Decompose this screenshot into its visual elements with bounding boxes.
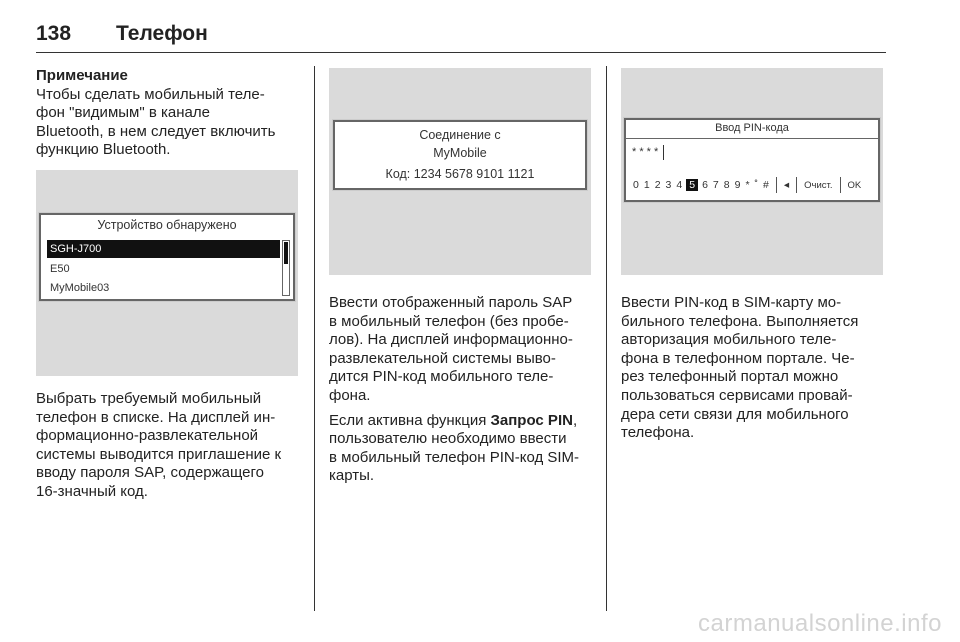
paragraph-1 [329,294,599,406]
device-list-panel [39,213,295,301]
body-line: лов). На дисплей информационно- [329,331,573,349]
clear-button[interactable]: Очист. [804,179,833,191]
pin-request-label: Запрос PIN [490,411,573,429]
connection-screen [329,68,591,275]
screen-title: Устройство обнаружено [97,218,237,232]
note-line: Чтобы сделать мобильный теле- [36,85,265,103]
body-line: системы выводится приглашение к [36,445,282,463]
text-run: Если активна функция [329,411,491,429]
ok-button[interactable]: OK [847,179,862,191]
column-divider [606,66,607,611]
key-separator [776,177,777,193]
device-list-item[interactable]: E50 [50,263,70,275]
key-9[interactable]: 9 [734,179,741,191]
key-7[interactable]: 7 [712,179,719,191]
body-line: дится PIN-код мобильного теле- [329,368,554,386]
pin-keypad [632,177,862,193]
column-3-body [621,294,891,443]
pin-entry-panel [624,118,880,202]
body-line: в мобильный телефон (без пробе- [329,312,569,330]
connection-line-1: Соединение с [419,128,501,142]
body-line: дера сети связи для мобильного [621,405,849,423]
device-list-item[interactable]: MyMobile03 [50,282,110,294]
body-line: развлекательной системы выво- [329,349,556,367]
body-line: пользователю необходимо ввести [329,430,567,448]
note-line: фон "видимым" в канале [36,104,210,122]
body-line: вводу пароля SAP, содержащего [36,464,264,482]
note-line: функцию Bluetooth. [36,141,171,159]
body-line: авторизация мобильного теле- [621,331,837,349]
body-line: Ввести отображенный пароль SAP [329,294,573,311]
body-line: в мобильный телефон PIN-код SIM- [329,448,580,466]
key-5[interactable]: 5 [686,179,698,191]
body-line: рез телефонный портал можно [621,368,839,386]
body-line: 16-значный код. [36,482,148,500]
pin-entered-field[interactable]: * * * * [632,146,659,158]
text-run: , [572,411,578,429]
paragraph-2 [329,412,599,486]
page-title: Телефон [116,22,208,45]
key-6[interactable]: 6 [702,179,708,191]
device-found-screen [36,170,298,376]
key-separator [796,177,797,193]
body-line: бильного телефона. Выполняется [621,312,859,330]
body-line: телефона. [621,424,695,442]
key-8[interactable]: 8 [723,179,730,191]
page-number: 138 [36,22,72,45]
key-0[interactable]: 0 [633,179,639,191]
device-name: MyMobile [433,146,487,160]
column-1-body [36,390,306,502]
sap-code: Код: 1234 5678 9101 1121 [385,167,535,181]
note-title: Примечание [36,67,128,84]
body-line: фона в телефонном портале. Че- [621,349,855,367]
screen-title: Ввод PIN-кода [715,122,789,134]
page-header [36,22,886,53]
pin-entry-screen [621,68,883,275]
key-2[interactable]: 2 [654,179,661,191]
connection-panel [333,120,587,190]
body-line: Ввести PIN-код в SIM-карту мо- [621,294,842,311]
key-4[interactable]: 4 [676,179,683,191]
column-divider [314,66,315,611]
device-list-item[interactable]: SGH-J700 [47,240,280,258]
body-line: Выбрать требуемый мобильный [36,390,262,407]
title-separator [626,138,878,139]
backspace-icon[interactable]: ◂ [783,179,790,191]
key-1[interactable]: 1 [643,179,650,191]
note-line: Bluetooth, в нем следует включить [36,122,276,140]
body-line: карты. [329,467,375,485]
scrollbar-thumb[interactable] [284,242,288,264]
body-line: телефон в списке. На дисплей ин- [36,408,276,426]
list-scrollbar[interactable] [282,240,290,296]
key-hash[interactable]: # [763,179,769,191]
body-line: фона. [329,386,371,404]
column-1-note [36,67,306,160]
watermark: carmanualsonline.info [698,610,942,637]
body-line: формационно-развлекательной [36,427,259,445]
body-line: пользоваться сервисами провай- [621,386,853,404]
key-3[interactable]: 3 [665,179,672,191]
text-cursor [663,145,664,160]
body-line [329,412,599,431]
key-star[interactable]: * [745,179,750,191]
key-degree[interactable]: ˚ [754,179,759,191]
column-2-body [329,294,599,492]
key-separator [840,177,841,193]
